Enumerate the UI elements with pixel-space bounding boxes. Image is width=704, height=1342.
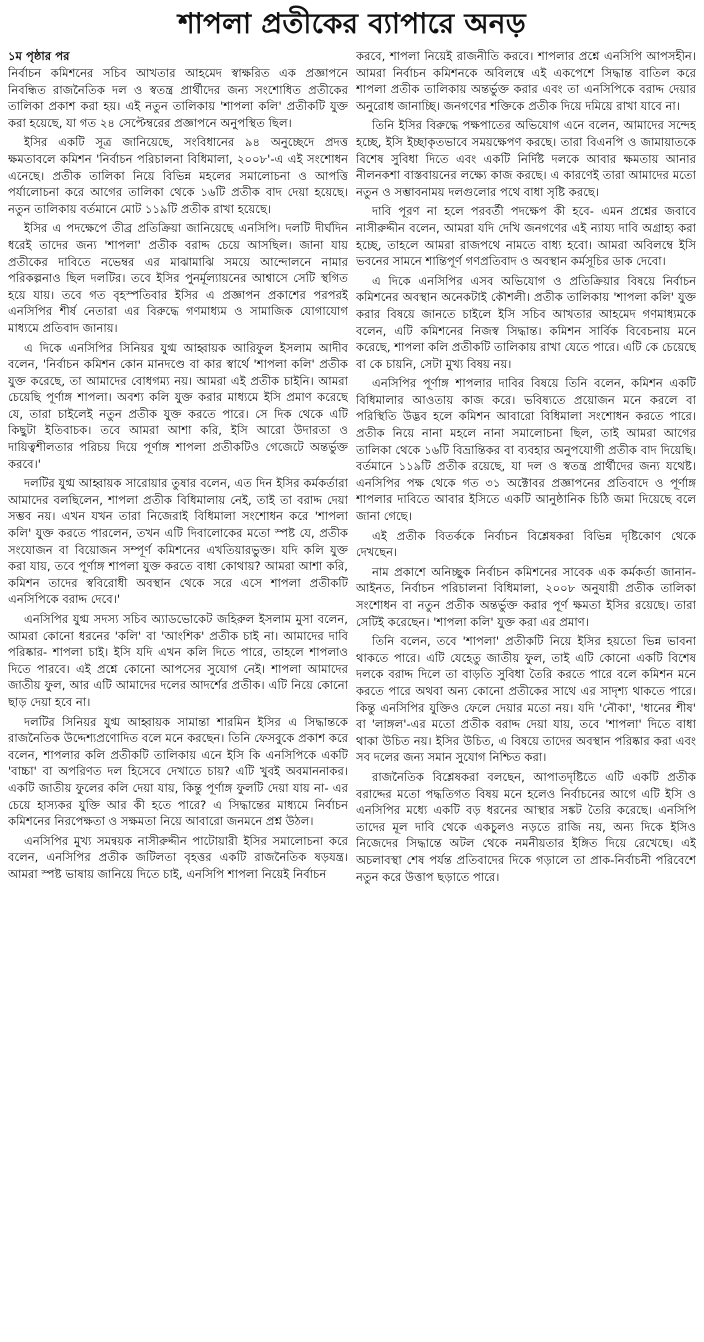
paragraph: দলটির সিনিয়র যুগ্ম আহ্বায়ক সামান্তা শারমিন ইসির এ সিদ্ধান্তকে রাজনৈতিক উদ্দেশ্যপ্রণোদিত বলে মনে করছেন। তিনি ফেসবুকে প্রকাশ করে বলেন, শাপলার কলি প্রতীকটি তালিকায় এনে ইসি কি এনসিপিকে একটি 'বাচ্চা' বা অপরিণত দল হিসেবে দেখাতে চায়? এটি খুবই অবমাননাকর। একটি জাতীয় ফুলের কলি দেয়া যায়, কিন্তু পূর্ণাঙ্গ ফুলটি দেয়া যায় না- এর চেয়ে হাস্যকর যুক্তি আর কী হতে পারে? এ সিদ্ধান্তের মাধ্যমে নির্বাচন কমিশনের নিরপেক্ষতা ও সক্ষমতা নিয়ে আবারো জনমনে প্রশ্ন উঠল। xyxy=(8,714,348,829)
paragraph: ইসির এ পদক্ষেপে তীব্র প্রতিক্রিয়া জানিয়েছে এনসিপি। দলটি দীর্ঘদিন ধরেই তাদের জন্য 'শাপলা' প্রতীক বরাদ্দ চেয়ে আসছিল। জানা যায় প্রতীকের দাবিতে নভেম্বর এর মাঝামাঝি সময়ে আন্দোলনে নামার পরিকল্পনাও ছিল দলটির। তবে ইসির পুনর্মূল্যায়নের আশ্বাসে সেটি স্থগিত হয়ে যায়। তবে গত বৃহস্পতিবার ইসির এ প্রজ্ঞাপন প্রকাশের পরপরই এনসিপির শীর্ষ নেতারা এর বিরুদ্ধে গণমাধ্যম ও সামাজিক যোগাযোগ মাধ্যমে প্রতিবাদ জানায়। xyxy=(8,221,348,335)
paragraph: এনসিপির মুখ্য সমন্বয়ক নাসীরুদ্দীন পাটোয়ারী ইসির সমালোচনা করে বলেন, এনসিপির প্রতীক জটিলতা বৃহত্তর একটি রাজনৈতিক ষড়যন্ত্র। আমরা স্পষ্ট ভাষায় জানিয়ে দিতে চাই, এনসিপি শাপলা নিয়েই নির্বাচন xyxy=(8,833,348,881)
paragraph: এনসিপির যুগ্ম সদস্য সচিব অ্যাডভোকেট জহিরুল ইসলাম মুসা বলেন, আমরা কোনো ধরনের 'কলি' বা 'আংশিক' প্রতীক চাই না। আমাদের দাবি পরিষ্কার- শাপলা চাই। ইসি যদি এখন কলি দিতে পারে, তাহলে শাপলাও দিতে পারবে। এই প্রশ্নে কোনো আপসের সুযোগ নেই। শাপলা আমাদের জাতীয় ফুল, আর এটি আমাদের দলের আদর্শের প্রতীক। এটি নিয়ে কোনো ছাড় দেয়া হবে না। xyxy=(8,612,348,709)
paragraph: নির্বাচন কমিশনের সচিব আখতার আহমেদ স্বাক্ষরিত এক প্রজ্ঞাপনে নিবন্ধিত রাজনৈতিক দল ও স্বতন্ত্র প্রার্থীদের জন্য সংশোধিত প্রতীকের তালিকা প্রকাশ করা হয়। এই নতুন তালিকায় 'শাপলা কলি' প্রতীকটি যুক্ত করা হয়েছে, যা গত ২৪ সেপ্টেম্বরের প্রজ্ঞাপনে অনুপস্থিত ছিল। xyxy=(8,66,348,130)
paragraph: নাম প্রকাশে অনিচ্ছুক নির্বাচন কমিশনের সাবেক এক কর্মকর্তা জানান- আইনত, নির্বাচন পরিচালনা বিধিমালা, ২০০৮ অনুযায়ী প্রতীক তালিকা সংশোধন বা নতুন প্রতীক অন্তর্ভুক্ত করার পূর্ণ ক্ষমতা ইসির রয়েছে। তারা সেটিই করেছেন। 'শাপলা কলি' যুক্ত করা এর প্রমাণ। xyxy=(356,564,696,629)
paragraph: তিনি বলেন, তবে 'শাপলা' প্রতীকটি নিয়ে ইসির হয়তো ভিন্ন ভাবনা থাকতে পারে। এটি যেহেতু জাতীয় ফুল, তাই এটি কোনো একটি বিশেষ দলকে বরাদ্দ দিলে তা বাড়তি সুবিধা তৈরি করতে পারে বলে কমিশন মনে করতে পারে অথবা অন্য কোনো প্রতীকের সাথে এর সাদৃশ্য থাকতে পারে। কিন্তু এনসিপির যুক্তিও ফেলে দেয়ার মতো নয়। যদি 'নৌকা', 'ধানের শীষ' বা 'লাঙ্গল'-এর মতো প্রতীক বরাদ্দ দেয়া যায়, তবে 'শাপলা' দিতে বাধা থাকা উচিত নয়। ইসির উচিত, এ বিষয়ে তাদের অবস্থান পরিষ্কার করা এবং সব দলের জন্য সমান সুযোগ নিশ্চিত করা। xyxy=(356,634,696,765)
paragraph: এনসিপির পূর্ণাঙ্গ শাপলার দাবির বিষয়ে তিনি বলেন, কমিশন একটি বিধিমালার আওতায় কাজ করে। ভবিষ্যতে প্রয়োজন মনে করলে বা পরিস্থিতি উদ্ভব হলে কমিশন আবারো বিধিমালা সংশোধন করতে পারে। প্রতীক নিয়ে নানা মহলে নানা সমালোচনা ছিল, তাই আমরা আগের তালিকা থেকে ১৬টি বিভ্রান্তিকর বা ব্যবহার অনুপযোগী প্রতীক বাদ দিয়েছি। বর্তমানে ১১৯টি প্রতীক রয়েছে, যা দল ও স্বতন্ত্র প্রার্থীদের জন্য যথেষ্ট। এনসিপির পক্ষ থেকে গত ৩১ অক্টোবর প্রজ্ঞাপনের প্রতিবাদে ও পূর্ণাঙ্গ শাপলার দাবিতে আবার ইসিতে একটি আনুষ্ঠানিক চিঠি জমা দিয়েছে বলে জানা গেছে। xyxy=(356,376,696,524)
paragraph: দলটির যুগ্ম আহ্বায়ক সারোয়ার তুষার বলেন, এত দিন ইসির কর্মকর্তারা আমাদের বলছিলেন, শাপলা প্রতীক বিধিমালায় নেই, তাই তা বরাদ্দ দেয়া সম্ভব নয়। এখন যখন তারা নিজেরাই বিধিমালা সংশোধন করে 'শাপলা কলি' যুক্ত করতে পারলেন, তখন এটি দিবালোকের মতো স্পষ্ট যে, প্রতীক সংযোজন বা বিয়োজন সম্পূর্ণ কমিশনের এখতিয়ারভুক্ত। যদি কলি যুক্ত করা যায়, তবে পূর্ণাঙ্গ শাপলা যুক্ত করতে বাধা কোথায়? আমরা আশা করি, কমিশন তাদের স্ববিরোধী অবস্থান থেকে সরে এসে শাপলা প্রতীকটি এনসিপিকে বরাদ্দ দেবে।' xyxy=(8,476,348,607)
column-left xyxy=(8,48,348,1336)
paragraph: এ দিকে এনসিপির সিনিয়র যুগ্ম আহ্বায়ক আরিফুল ইসলাম আদীব বলেন, 'নির্বাচন কমিশন কোন মানদণ্ডে বা কার স্বার্থে 'শাপলা কলি' প্রতীক যুক্ত করেছে, তা আমাদের বোধগম্য নয়। আমরা এই প্রতীক চাইনি। আমরা চেয়েছি পূর্ণাঙ্গ শাপলা। অবশ্য কলি যুক্ত করার মাধ্যমে ইসি প্রমাণ করেছে যে, তারা চাইলেই নতুন প্রতীক যুক্ত করতে পারে। সে দিক থেকে এটি কিছুটা ইতিবাচক। তবে আমরা আশা করি, ইসি আরো উদারতা ও দায়িত্বশীলতার পরিচয় দিয়ে পূর্ণাঙ্গ শাপলা প্রতীকটিও গেজেটে অন্তর্ভুক্ত করবে।' xyxy=(8,340,348,471)
paragraph: এ দিকে এনসিপির এসব অভিযোগ ও প্রতিক্রিয়ার বিষয়ে নির্বাচন কমিশনের অবস্থান অনেকটাই কৌশলী। প্রতীক তালিকায় 'শাপলা কলি' যুক্ত করার বিষয়ে জানতে চাইলে ইসি সচিব আখতার আহমেদ গণমাধ্যমকে বলেন, এটি কমিশনের নিজস্ব সিদ্ধান্ত। কমিশন সার্বিক বিবেচনায় মনে করেছে, শাপলা কলি প্রতীকটি তালিকায় রাখা যেতে পারে। এটি কে চেয়েছে বা কে চায়নি, সেটা মুখ্য বিষয় নয়। xyxy=(356,273,696,371)
paragraph: দাবি পূরণ না হলে পরবর্তী পদক্ষেপ কী হবে- এমন প্রশ্নের জবাবে নাসীরুদ্দীন বলেন, আমরা যদি দেখি জনগণের এই ন্যায্য দাবি অগ্রাহ্য করা হচ্ছে, তাহলে আমরা রাজপথে নামতে বাধ্য হবো। আমরা অবিলম্বে ইসি ভবনের সামনে শান্তিপূর্ণ গণপ্রতিবাদ ও অবস্থান কর্মসূচির ডাক দেবো। xyxy=(356,204,696,269)
paragraph: করবে, শাপলা নিয়েই রাজনীতি করবে। শাপলার প্রশ্নে এনসিপি আপসহীন। আমরা নির্বাচন কমিশনকে অবিলম্বে এই একপেশে সিদ্ধান্ত বাতিল করে শাপলা প্রতীক তালিকায় অন্তর্ভুক্ত করার এবং তা এনসিপিকে বরাদ্দ দেয়ার অনুরোধ জানাচ্ছি। জনগণের শক্তিকে প্রতীক দিয়ে দমিয়ে রাখা যাবে না। xyxy=(356,49,696,113)
paragraph: এই প্রতীক বিতর্ককে নির্বাচন বিশ্লেষকরা বিভিন্ন দৃষ্টিকোণ থেকে দেখছেন। xyxy=(356,528,696,560)
paragraph: ইসির একটি সূত্র জানিয়েছে, সংবিধানের ৯৪ অনুচ্ছেদে প্রদত্ত ক্ষমতাবলে কমিশন 'নির্বাচন পরিচালনা বিধিমালা, ২০০৮'-এ এই সংশোধন এনেছে। প্রতীক তালিকা নিয়ে বিভিন্ন মহলের সমালোচনা ও আপত্তি পর্যালোচনা করে আগের তালিকা থেকে ১৬টি প্রতীক বাদ দেয়া হয়েছে। নতুন তালিকায় বর্তমানে মোট ১১৯টি প্রতীক রাখা হয়েছে। xyxy=(8,135,348,216)
paragraph: তিনি ইসির বিরুদ্ধে পক্ষপাতের অভিযোগ এনে বলেন, আমাদের সন্দেহ হচ্ছে, ইসি ইচ্ছাকৃতভাবে সময়ক্ষেপণ করছে। তারা বিএনপি ও জামায়াতকে বিশেষ সুবিধা দিতে এবং একটি নির্দিষ্ট দলকে আবার ক্ষমতায় আনার নীলনকশা বাস্তবায়নের লক্ষ্যে কাজ করছে। এ কারণেই তারা আমাদের মতো নতুন ও সম্ভাবনাময় দলগুলোর পথে বাধা সৃষ্টি করছে। xyxy=(356,118,696,199)
article-body xyxy=(8,48,696,1336)
headline: শাপলা প্রতীকের ব্যাপারে অনড় xyxy=(178,7,526,40)
paragraph: রাজনৈতিক বিশ্লেষকরা বলছেন, আপাতদৃষ্টিতে এটি একটি প্রতীক বরাদ্দের মতো পদ্ধতিগত বিষয় মনে হলেও নির্বাচনের আগে এটি ইসি ও এনসিপির মধ্যে একটি বড় ধরনের আস্থার সঙ্কট তৈরি করেছে। এনসিপি তাদের মূল দাবি থেকে একচুলও নড়তে রাজি নয়, অন্য দিকে ইসিও নিজেদের সিদ্ধান্তে অটল থেকে নমনীয়তার ইঙ্গিত দিয়ে রেখেছে। এই অচলাবস্থা শেষ পর্যন্ত প্রতিবাদের দিকে গড়ালে তা প্রাক-নির্বাচনী পরিবেশে নতুন করে উত্তাপ ছড়াতে পারে। xyxy=(356,769,696,884)
continued-from-label: ১ম পৃষ্ঠার পর xyxy=(8,49,70,63)
column-right xyxy=(356,48,696,1336)
